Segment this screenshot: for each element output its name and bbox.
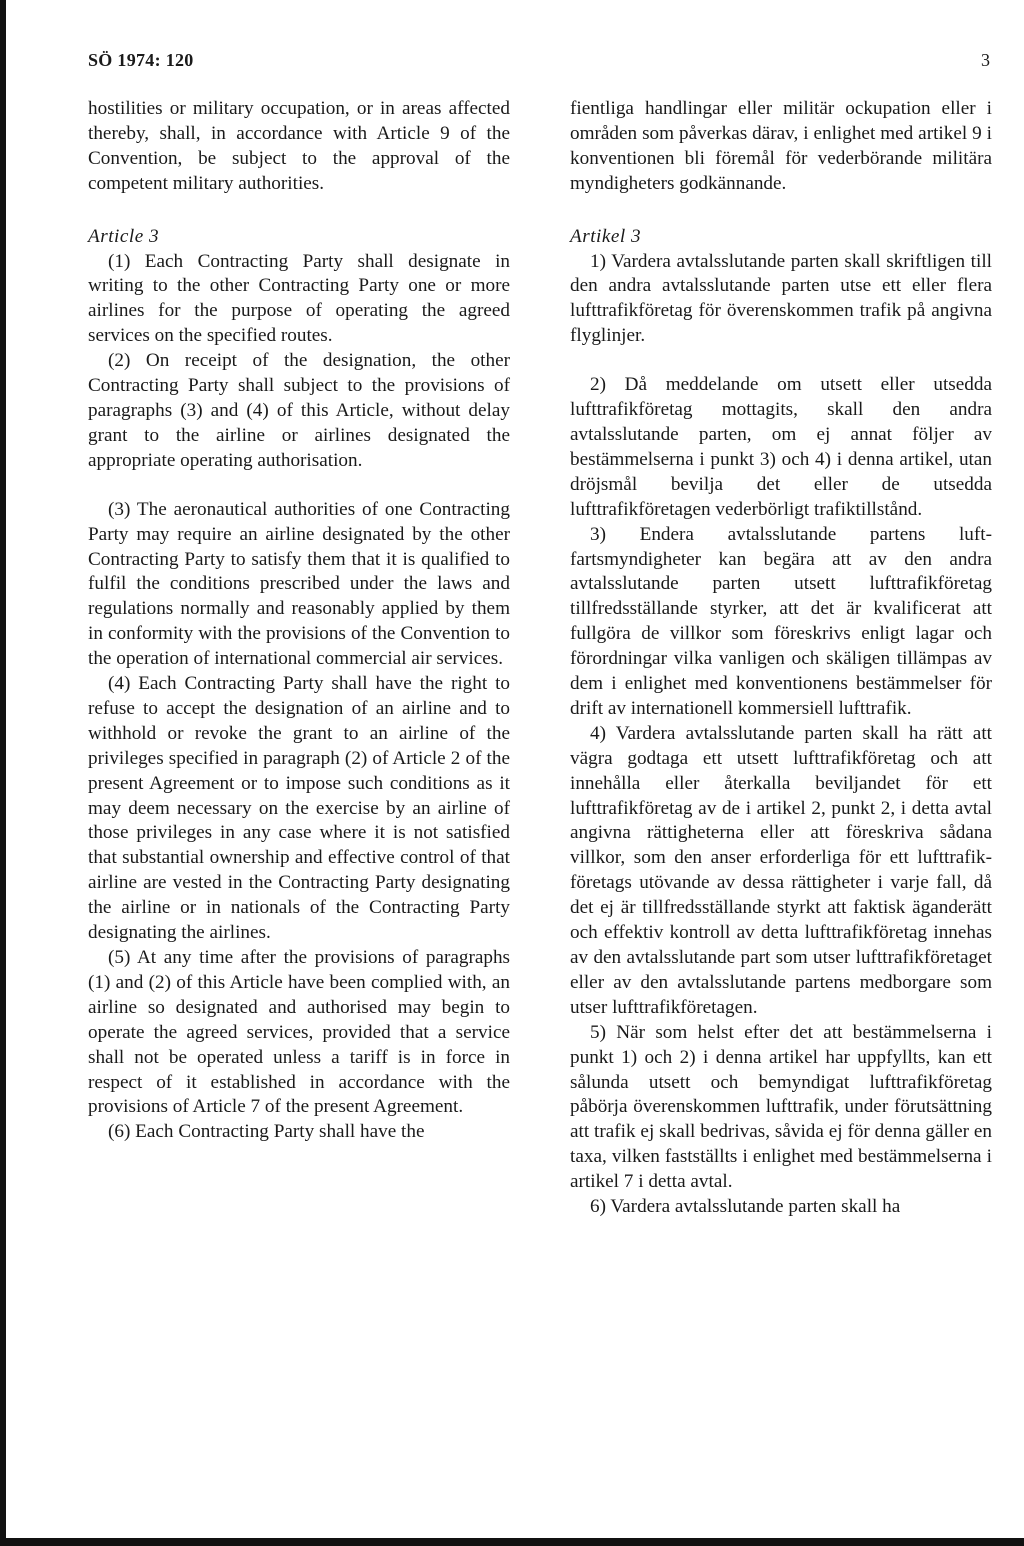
- swedish-paragraph-3: 3) Endera avtalsslutande partens luftfartsmyndigheter kan begära att av den andra avtalsslutande parten utsett lufttrafikföretag tillfredsställande styrker, att det är kvalificerat att fullgöra de villkor som föreskrivs enligt lagar och förordningar vilka vanligen och skäligen tillämpas av dem i enlighet med konventionens bestämmelser för drift av internationell kommersiell lufttrafik.: [570, 523, 992, 719]
- english-intro: hostilities or military occupation, or in areas affected thereby, shall, in accordance with Article 9 of the Convention, be subject to the approval of the competent military authorities.: [88, 98, 510, 194]
- scan-bottom-edge: [0, 1538, 1024, 1546]
- document-id: SÖ 1974: 120: [88, 50, 194, 70]
- swedish-paragraph-6: 6) Vardera avtalsslutande parten skall ha: [590, 1196, 901, 1218]
- english-paragraph-4: (4) Each Contracting Party shall have the right to refuse to accept the designation of an airline and to withhold or revoke the grant to an airline of the privileges specified in paragraph (2) of Article 2 of the present Agreement or to impose such conditions as it may deem necessary on the exercise by an airline of those privileges in any case where it is not satisfied that substantial ownership and effective control of that airline are vested in the Contracting Party designating the airline or in nationals of the Contracting Party designating the airlines.: [88, 673, 510, 944]
- english-column: [88, 97, 510, 1145]
- english-paragraph-2: (2) On receipt of the designation, the other Contracting Party shall subject to the provisions of paragraphs (3) and (4) of this Article, without delay grant to the airline or airlines designated the appropriate operating authorisation.: [88, 350, 510, 471]
- swedish-paragraph-5: 5) När som helst efter det att bestämmelserna i punkt 1) och 2) i denna artikel har uppfyllts, kan ett sålunda utsett och bemyndigat lufttrafikföretag påbörja överenskommen lufttrafik, under förutsättning att trafik ej skall bedrivas, såvida ej för denna gäller en taxa, vilken fastställts i enlighet med bestämmelserna i artikel 7 i detta avtal.: [570, 1021, 992, 1193]
- swedish-paragraph-4: 4) Vardera avtalsslutande parten skall ha rätt att vägra godtaga ett utsett lufttrafikföretag och att innehålla eller återkalla beviljandet för ett lufttrafikföretag av de i artikel 2, punkt 2, i detta avtal angivna rättigheterna eller att föreskriva sådana villkor, som den anser erforderliga för ett lufttrafikföretags utövande av dessa rättigheter i varje fall, då det ej är tillfredsställande styrkt att faktisk äganderätt och effektiv kontroll av detta lufttrafikföretag innehas av den avtalsslutande part som utser lufttrafikföretaget eller av den avtalsslutande partens medborgare som utser lufttrafikföretagen.: [570, 722, 992, 1018]
- swedish-paragraph-2: 2) Då meddelande om utsett eller utsedda lufttrafikföretag mottagits, skall den andra avtalsslutande parten, om ej annat följer av bestämmelserna i punkt 3) och 4) i denna artikel, utan dröjsmål bevilja det eller de utsedda lufttrafikföretagen vederbörligt trafiktillstånd.: [570, 374, 992, 520]
- scan-left-edge: [0, 0, 6, 1546]
- english-article-heading: Article 3: [88, 225, 160, 247]
- page-number: 3: [981, 50, 990, 70]
- english-paragraph-1: (1) Each Contracting Party shall designate in writing to the other Contracting Party one or more airlines for the purpose of operating the agreed services on the specified routes.: [88, 250, 510, 347]
- swedish-article-heading: Artikel 3: [570, 225, 642, 247]
- english-paragraph-3: (3) The aeronautical authorities of one Contracting Party may require an airline designated by the other Contracting Party to satisfy them that it is qualified to fulfil the conditions prescribed under the laws and regulations normally and reasonably applied by them in conformity with the provisions of the Convention to the operation of international commercial air services.: [88, 498, 510, 670]
- page-header: [88, 50, 990, 74]
- swedish-column: [570, 97, 992, 1220]
- swedish-intro: fientliga handlingar eller militär ockupation eller i områden som påverkas därav, i enlighet med artikel 9 i konventionen bli föremål för vederbörande militära myndigheters godkännande.: [570, 98, 992, 194]
- english-paragraph-5: (5) At any time after the provisions of paragraphs (1) and (2) of this Article have been complied with, an airline so designated and authorised may begin to operate the agreed services, provided that a service shall not be operated unless a tariff is in force in respect of it established in accordance with the provisions of Article 7 of the present Agreement.: [88, 947, 510, 1118]
- english-paragraph-6: (6) Each Contracting Party shall have the: [108, 1121, 425, 1143]
- swedish-paragraph-1: 1) Vardera avtalsslutande parten skall skriftligen till den andra avtalsslutande parten utse ett eller flera lufttrafikföretag för överenskommen trafik på angivna flyglinjer.: [570, 250, 992, 347]
